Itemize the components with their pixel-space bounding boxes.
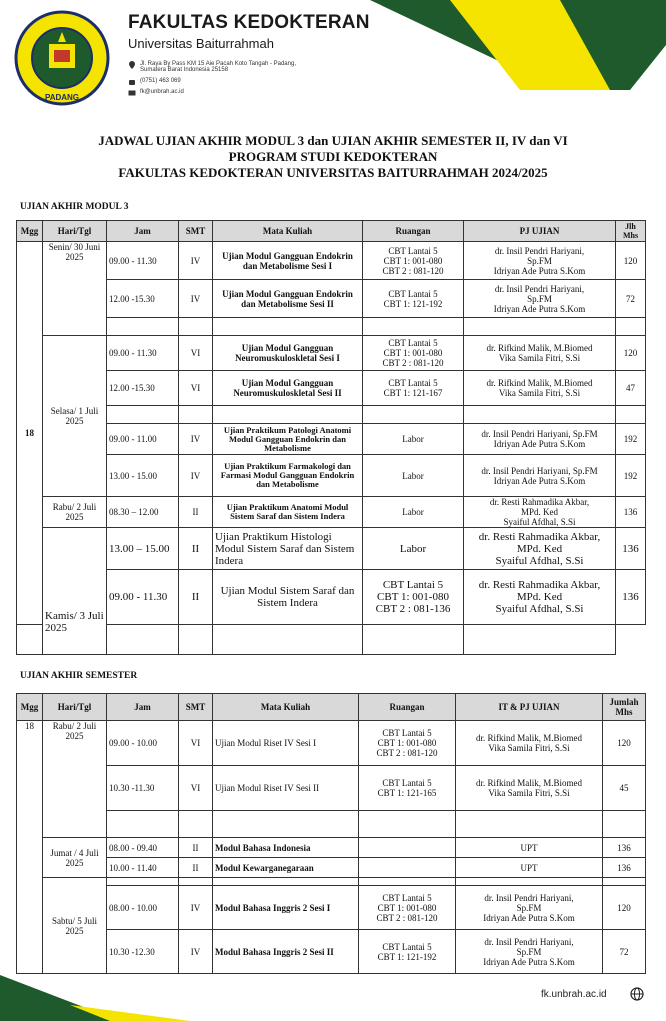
spacer-row — [17, 406, 646, 424]
document-title: JADWAL UJIAN AKHIR MODUL 3 dan UJIAN AKHIR SEMESTER II, IV dan VI PROGRAM STUDI KEDOKTERAN FAKULTAS KEDOKTERAN UNIVERSITAS BAITURRAHMAH 2024/2025 — [98, 133, 568, 180]
table-row: Kamis/ 3 Juli 2025 13.00 – 15.00 II Ujian Praktikum Histologi Modul Sistem Saraf dan Sistem Indera Labor dr. Resti Rahmadika Akbar, MPd. Ked Syaiful Afdhal, S.Si 136 — [17, 528, 646, 570]
phone: (0751) 463 069 — [128, 78, 181, 86]
schedule-table-modul — [16, 220, 646, 655]
faculty-name: FAKULTAS KEDOKTERAN — [128, 12, 370, 33]
section-title-modul: UJIAN AKHIR MODUL 3 — [20, 202, 129, 212]
table-header-row: Mgg Hari/Tgl Jam SMT Mata Kuliah Ruangan PJ UJIAN Jlh Mhs — [17, 221, 646, 242]
day-cell: Sabtu/ 5 Juli 2025 — [43, 878, 107, 974]
day-cell: Rabu/ 2 Juli 2025 — [43, 497, 107, 528]
table-row: 09.00 - 11.00 IV Ujian Praktikum Patologi Anatomi Modul Gangguan Endokrin dan Metabolisme Labor dr. Insil Pendri Hariyani, Sp.FM Idriyan Ade Putra S.Kom 192 — [17, 424, 646, 455]
spacer-row — [17, 811, 646, 838]
top-right-decoration — [360, 0, 666, 90]
svg-text:PADANG: PADANG — [44, 93, 80, 102]
day-cell: Senin/ 30 Juni 2025 — [43, 242, 107, 336]
university-name: Universitas Baiturrahmah — [128, 36, 274, 51]
location-pin-icon — [128, 61, 136, 69]
bottom-left-decoration — [0, 975, 200, 1021]
globe-icon — [630, 987, 644, 1001]
mail-icon — [128, 89, 136, 97]
spacer-row — [17, 625, 646, 655]
table-row: Selasa/ 1 Juli 2025 09.00 - 11.30 VI Ujian Modul Gangguan Neuromuskuloskletal Sesi I CBT Lantai 5 CBT 1: 001-080 CBT 2 : 081-120 dr. Rifkind Malik, M.Biomed Vika Samila Fitri, S.Si 120 — [17, 336, 646, 371]
table-row: 12.00 -15.30 IV Ujian Modul Gangguan Endokrin dan Metabolisme Sesi II CBT Lantai 5 CBT 1: 121-192 dr. Insil Pendri Hariyani, Sp.FM Idriyan Ade Putra S.Kom 72 — [17, 280, 646, 318]
spacer-row — [17, 318, 646, 336]
footer-url[interactable]: fk.unbrah.ac.id — [541, 989, 607, 1000]
day-cell: Jumat / 4 Juli 2025 — [43, 838, 107, 878]
table-header-row: Mgg Hari/Tgl Jam SMT Mata Kuliah Ruangan IT & PJ UJIAN Jumlah Mhs — [17, 694, 646, 721]
week-cell: 18 — [17, 242, 43, 625]
table-row: 10.30 -11.30 VI Ujian Modul Riset IV Sesi II CBT Lantai 5 CBT 1: 121-165 dr. Rifkind Malik, M.Biomed Vika Samila Fitri, S.Si 45 — [17, 766, 646, 811]
spacer-row — [17, 878, 646, 886]
university-logo — [14, 10, 110, 106]
section-title-semester: UJIAN AKHIR SEMESTER — [20, 671, 138, 681]
day-cell: Selasa/ 1 Juli 2025 — [43, 336, 107, 497]
table-row: Jumat / 4 Juli 2025 08.00 - 09.40 II Modul Bahasa Indonesia UPT 136 — [17, 838, 646, 858]
day-cell: Kamis/ 3 Juli 2025 — [43, 528, 107, 655]
schedule-table-semester — [16, 693, 646, 974]
phone-icon — [128, 78, 136, 86]
table-row: 13.00 - 15.00 IV Ujian Praktikum Farmakologi dan Farmasi Modul Gangguan Endokrin dan Metabolisme Labor dr. Insil Pendri Hariyani, Sp.FM Idriyan Ade Putra S.Kom 192 — [17, 455, 646, 497]
email[interactable]: fk@unbrah.ac.id — [128, 89, 184, 97]
table-row: 10.30 -12.30 IV Modul Bahasa Inggris 2 Sesi II CBT Lantai 5 CBT 1: 121-192 dr. Insil Pendri Hariyani, Sp.FM Idriyan Ade Putra S.Kom 72 — [17, 930, 646, 974]
week-cell: 18 — [17, 721, 43, 974]
table-row: 10.00 - 11.40 II Modul Kewarganegaraan UPT 136 — [17, 858, 646, 878]
address: Jl. Raya By Pass KM 15 Aie Pacah Koto Tangah - Padang, Sumatera Barat Indonesia 25158 — [128, 61, 296, 73]
table-row: 12.00 -15.30 VI Ujian Modul Gangguan Neuromuskuloskletal Sesi II CBT Lantai 5 CBT 1: 121-167 dr. Rifkind Malik, M.Biomed Vika Samila Fitri, S.Si 47 — [17, 371, 646, 406]
table-row: 09.00 - 11.30 II Ujian Modul Sistem Saraf dan Sistem Indera CBT Lantai 5 CBT 1: 001-080 CBT 2 : 081-136 dr. Resti Rahmadika Akbar, MPd. Ked Syaiful Afdhal, S.Si 136 — [17, 570, 646, 625]
table-row: 18 Rabu/ 2 Juli 2025 09.00 - 10.00 VI Ujian Modul Riset IV Sesi I CBT Lantai 5 CBT 1: 001-080 CBT 2 : 081-120 dr. Rifkind Malik, M.Biomed Vika Samila Fitri, S.Si 120 — [17, 721, 646, 766]
table-row: 08.00 - 10.00 IV Modul Bahasa Inggris 2 Sesi I CBT Lantai 5 CBT 1: 001-080 CBT 2 : 081-120 dr. Insil Pendri Hariyani, Sp.FM Idriyan Ade Putra S.Kom 120 — [17, 886, 646, 930]
day-cell: Rabu/ 2 Juli 2025 — [43, 721, 107, 838]
table-row: Rabu/ 2 Juli 2025 08.30 – 12.00 II Ujian Praktikum Anatomi Modul Sistem Saraf dan Sistem Indera Labor dr. Resti Rahmadika Akbar, MPd. Ked Syaiful Afdhal, S.Si 136 — [17, 497, 646, 528]
table-row: 18 Senin/ 30 Juni 2025 09.00 - 11.30 IV Ujian Modul Gangguan Endokrin dan Metabolisme Sesi I CBT Lantai 5 CBT 1: 001-080 CBT 2 : 081-120 dr. Insil Pendri Hariyani, Sp.FM Idriyan Ade Putra S.Kom 120 — [17, 242, 646, 280]
